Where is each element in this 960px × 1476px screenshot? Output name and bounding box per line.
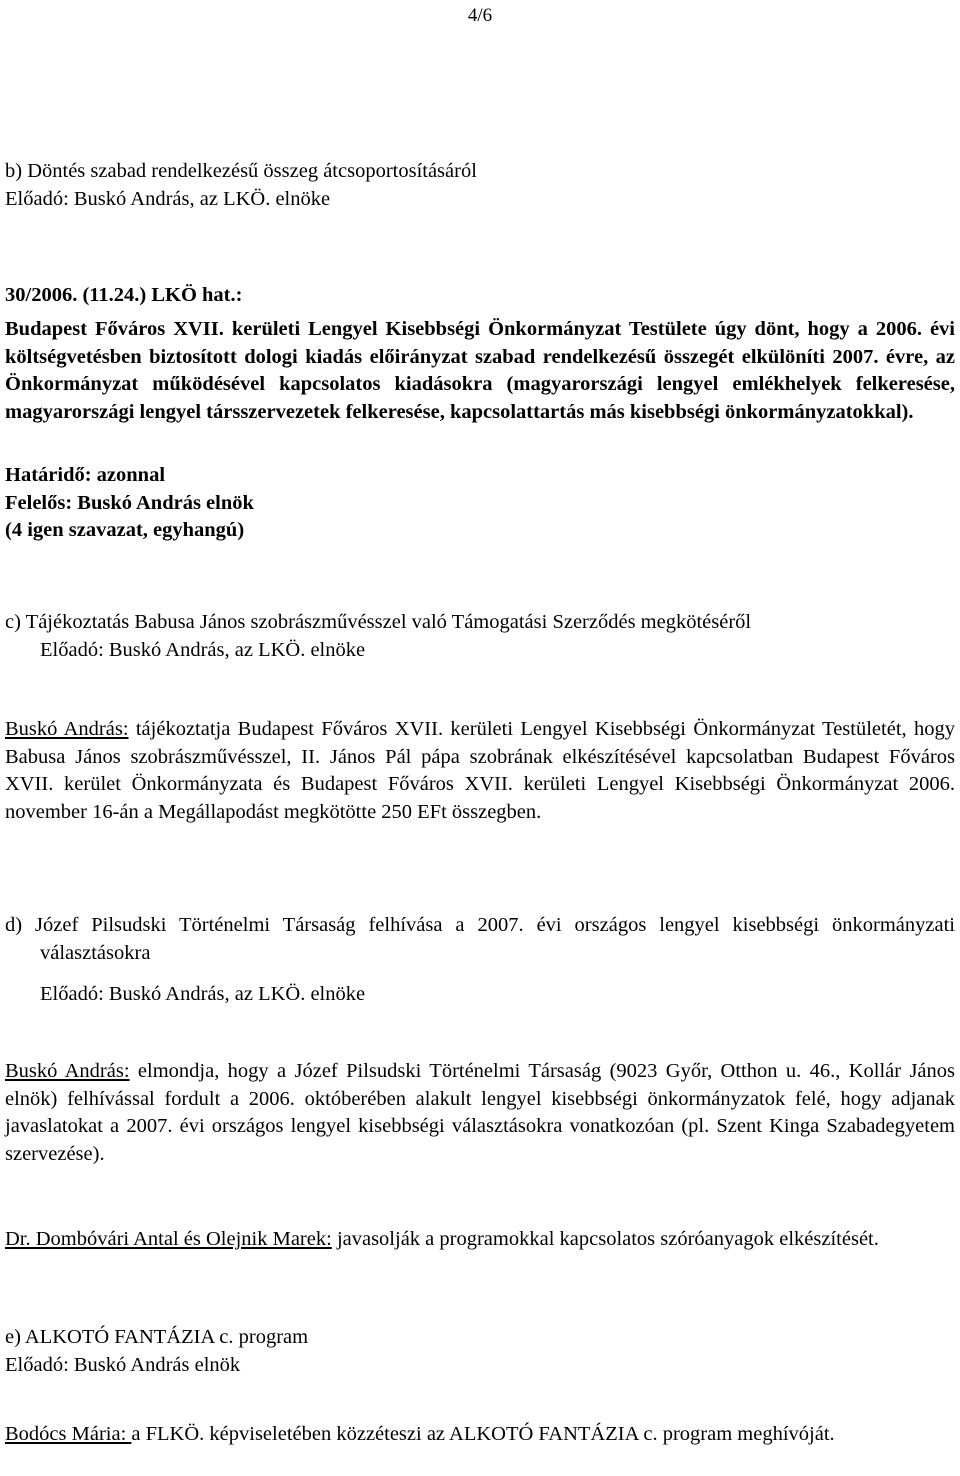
section-b-presenter: Előadó: Buskó András, az LKÖ. elnöke [5, 187, 331, 210]
section-c-heading [5, 609, 955, 664]
section-d-paragraph-2 [5, 1226, 955, 1254]
section-e-speech: a FLKÖ. képviseletében közzéteszi az ALKOTÓ FANTÁZIA c. program meghívóját. [131, 1423, 835, 1445]
section-d-speech-1: elmondja, hogy a Józef Pilsudski Történelmi Társaság (9023 Győr, Otthon u. 46., Kollár János elnök) felhívással fordult a 2006. októberében alakult lengyel kisebbségi önkormányzatok felé, hogy adjanak javaslatokat a 2007. évi országos lengyel kisebbségi választásokra vonatkozóan (pl. Szent Kinga Szabadegyetem szervezése). [5, 1060, 955, 1165]
section-e-title: e) ALKOTÓ FANTÁZIA c. program [5, 1326, 309, 1348]
section-c-title: c) Tájékoztatás Babusa János szobrászművésszel való Támogatási Szerződés megkötéséről [5, 611, 752, 633]
section-b-heading [5, 158, 955, 213]
section-e-paragraph [5, 1421, 955, 1449]
section-c-presenter: Előadó: Buskó András, az LKÖ. elnöke [40, 638, 366, 661]
section-e-heading [5, 1324, 955, 1379]
resolution-vote: (4 igen szavazat, egyhangú) [5, 519, 245, 541]
section-d-title: d) Józef Pilsudski Történelmi Társaság felhívása a 2007. évi országos lengyel kisebbségi önkormányzati választásokra [5, 914, 955, 964]
page-number: 4/6 [467, 5, 493, 26]
section-e-speaker: Bodócs Mária: [5, 1423, 132, 1445]
section-d-speaker-1: Buskó András: [5, 1060, 130, 1082]
resolution-text: Budapest Főváros XVII. kerületi Lengyel Kisebbségi Önkormányzat Testülete úgy dönt, hogy a 2006. évi költségvetésben biztosított dologi kiadás előirányzat szabad rendelkezésű összegét elkülöníti 2007. évre, az Önkormányzat működésével kapcsolatos kiadásokra (magyarországi lengyel emlékhelyek felkeresése, magyarországi lengyel társszervezetek felkeresése, kapcsolattartás más kisebbségi önkormányzatokkal). [5, 318, 955, 423]
resolution-responsible: Felelős: Buskó András elnök [5, 491, 254, 514]
section-d-presenter: Előadó: Buskó András, az LKÖ. elnöke [40, 983, 366, 1005]
section-d-heading [5, 912, 955, 967]
resolution-number: 30/2006. (11.24.) LKÖ hat.: [5, 284, 243, 306]
resolution-deadline: Határidő: azonnal [5, 464, 166, 486]
section-d-paragraph-1 [5, 1058, 955, 1168]
section-c-paragraph [5, 716, 955, 826]
section-d-speaker-2: Dr. Dombóvári Antal és Olejnik Marek: [5, 1228, 332, 1250]
section-c-speaker: Buskó András: [5, 718, 129, 740]
section-b-title: b) Döntés szabad rendelkezésű összeg átcsoportosításáról [5, 160, 477, 182]
section-e-presenter: Előadó: Buskó András elnök [5, 1353, 241, 1376]
resolution-meta [5, 462, 955, 545]
section-d-speech-2: javasolják a programokkal kapcsolatos szóróanyagok elkészítését. [331, 1228, 879, 1250]
section-c-speech: tájékoztatja Budapest Főváros XVII. kerületi Lengyel Kisebbségi Önkormányzat Testületét, hogy Babusa János szobrászművésszel, II. János Pál pápa szobrának elkészítésével kapcsolatban Budapest Főváros XVII. kerület Önkormányzata és Budapest Főváros XVII. kerületi Lengyel Kisebbségi Önkormányzat 2006. november 16-án a Megállapodást megkötötte 250 EFt összegben. [5, 718, 955, 823]
